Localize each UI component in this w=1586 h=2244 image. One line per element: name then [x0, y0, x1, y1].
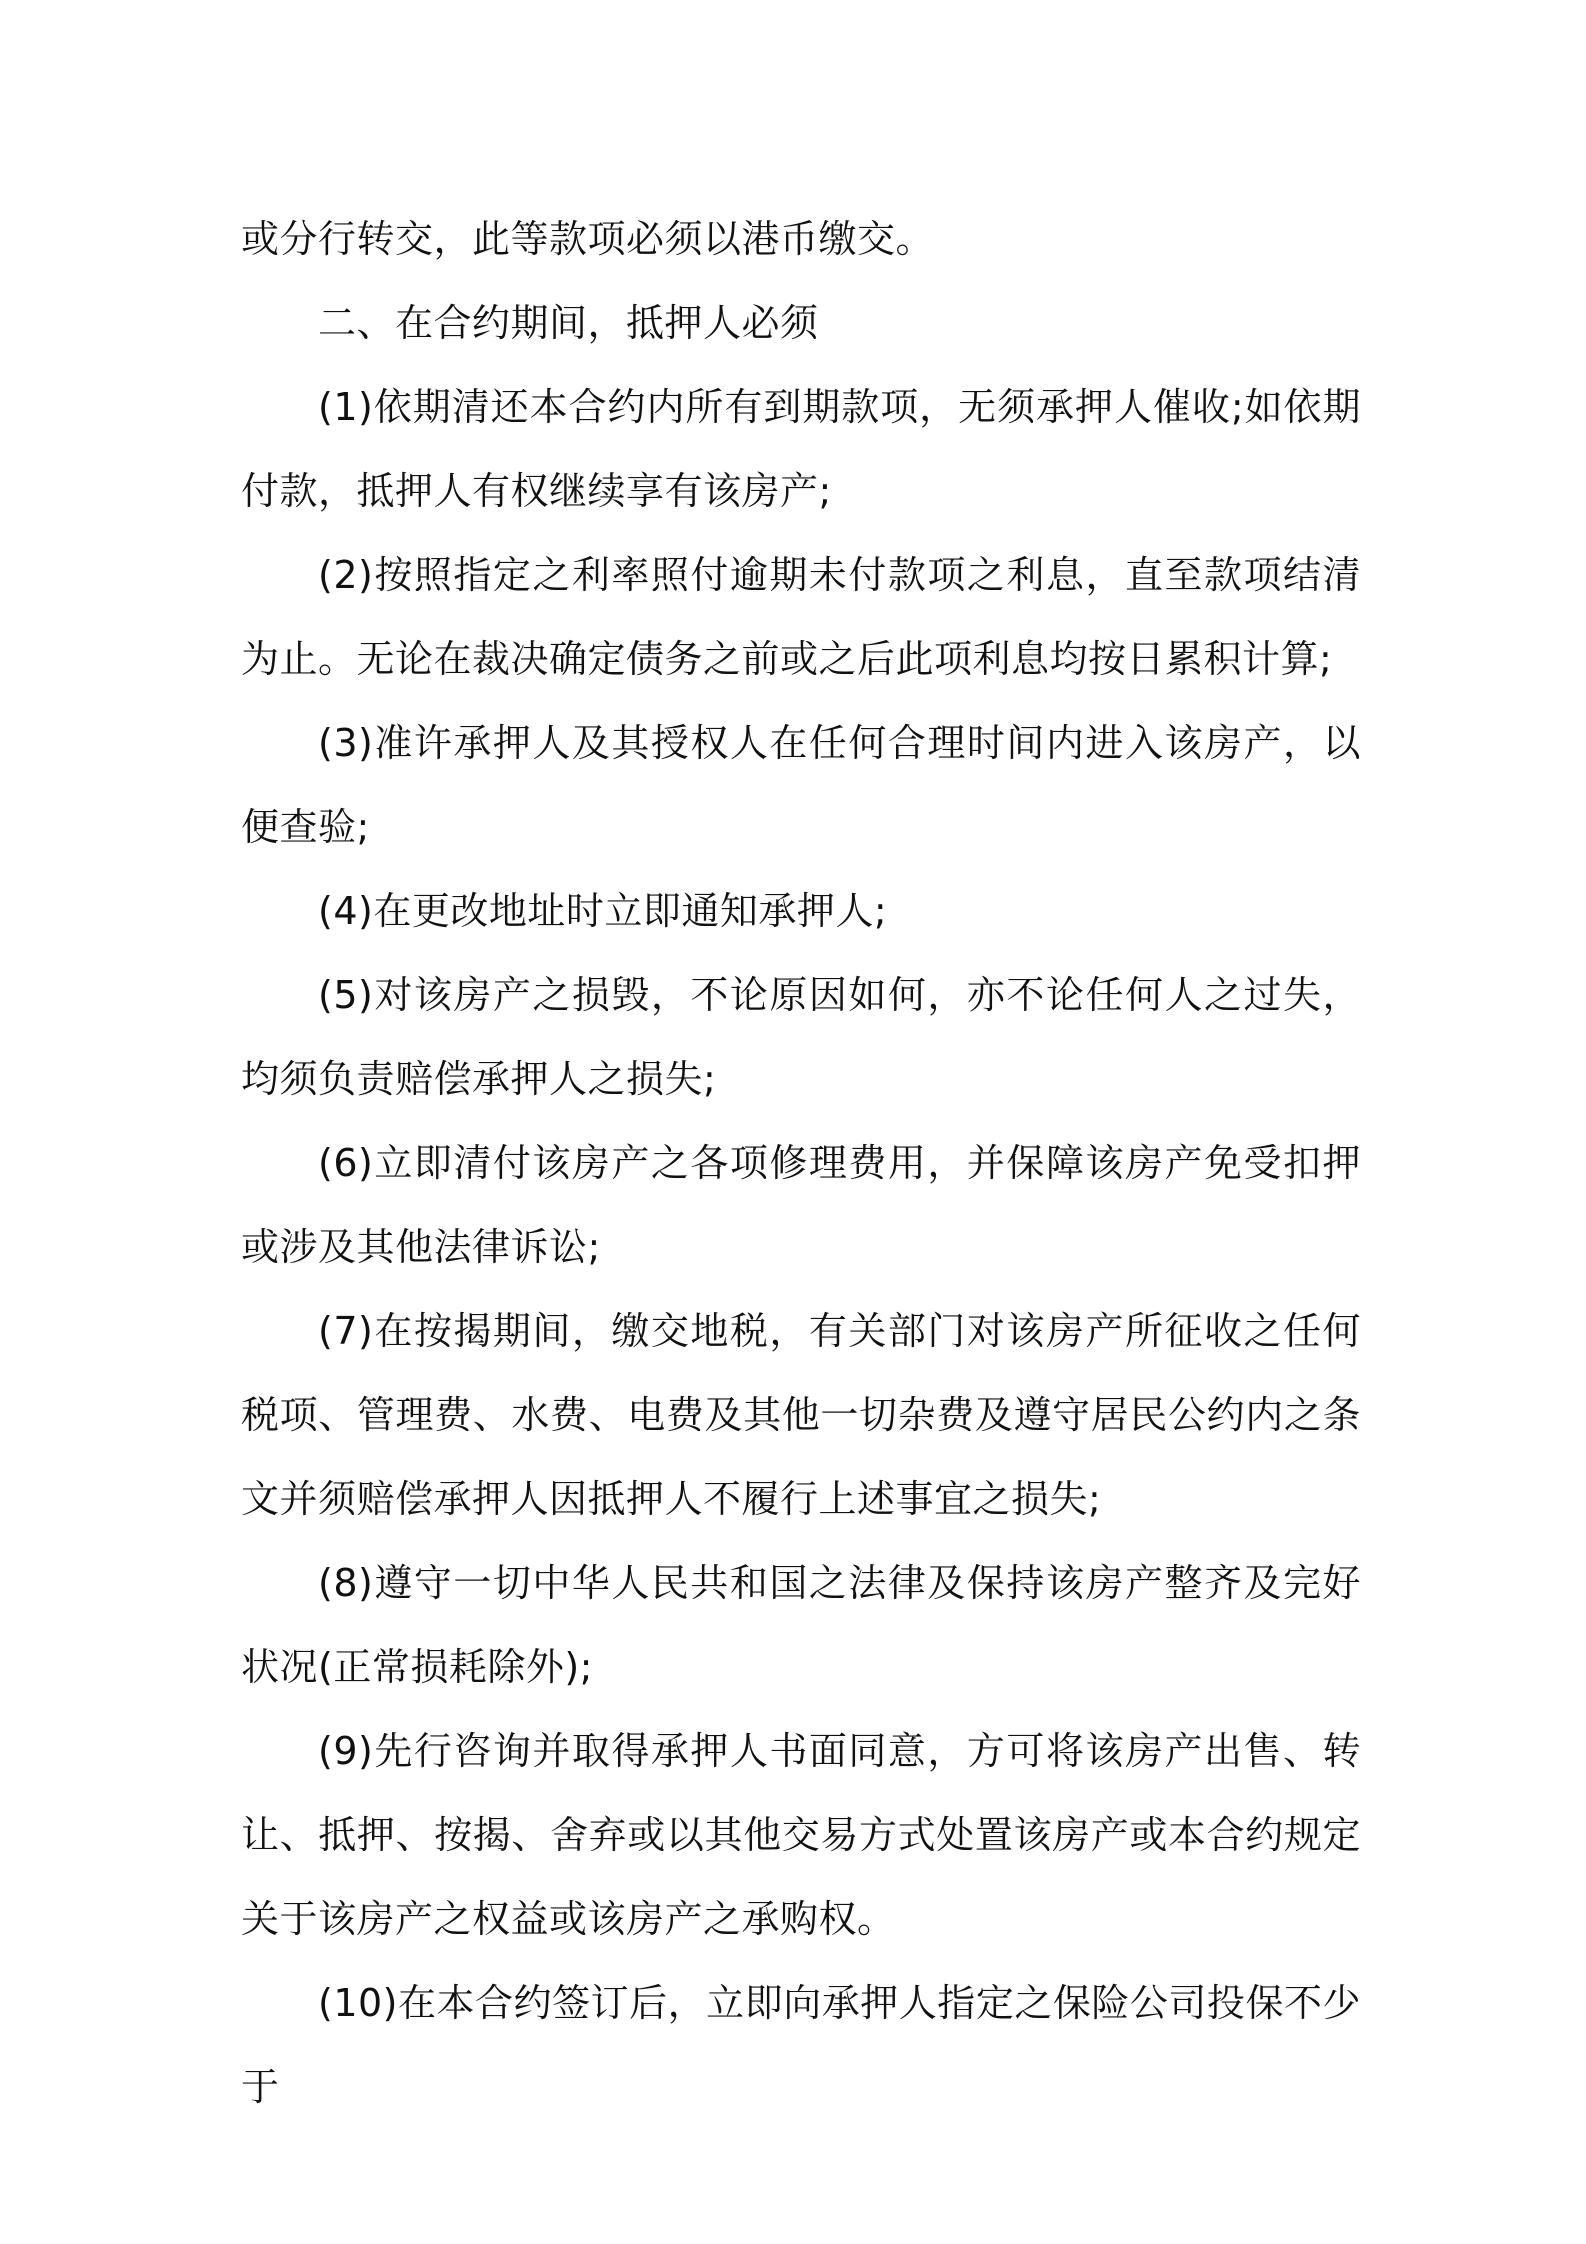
- clause-5: (5)对该房产之损毁，不论原因如何，亦不论任何人之过失，均须负责赔偿承押人之损失;: [241, 973, 1361, 1101]
- paragraph-continuation: 或分行转交，此等款项必须以港币缴交。: [241, 217, 935, 261]
- clause-9: (9)先行咨询并取得承押人书面同意，方可将该房产出售、转让、抵押、按揭、舍弃或以其他交易方式处置该房产或本合约规定关于该房产之权益或该房产之承购权。: [241, 1729, 1361, 1941]
- section-heading: 二、在合约期间，抵押人必须: [318, 301, 819, 345]
- document-body: [241, 197, 1361, 2129]
- clause-10: (10)在本合约签订后，立即向承押人指定之保险公司投保不少于: [241, 1981, 1361, 2109]
- clause-6: (6)立即清付该房产之各项修理费用，并保障该房产免受扣押或涉及其他法律诉讼;: [241, 1141, 1361, 1269]
- clause-1: (1)依期清还本合约内所有到期款项，无须承押人催收;如依期付款，抵押人有权继续享有该房产;: [241, 385, 1361, 513]
- clause-3: (3)准许承押人及其授权人在任何合理时间内进入该房产，以便查验;: [241, 721, 1361, 849]
- clause-8: (8)遵守一切中华人民共和国之法律及保持该房产整齐及完好状况(正常损耗除外);: [241, 1561, 1361, 1689]
- clause-2: (2)按照指定之利率照付逾期未付款项之利息，直至款项结清为止。无论在裁决确定债务之前或之后此项利息均按日累积计算;: [241, 553, 1361, 681]
- clause-4: (4)在更改地址时立即通知承押人;: [318, 889, 888, 933]
- clause-7: (7)在按揭期间，缴交地税，有关部门对该房产所征收之任何税项、管理费、水费、电费及其他一切杂费及遵守居民公约内之条文并须赔偿承押人因抵押人不履行上述事宜之损失;: [241, 1309, 1361, 1521]
